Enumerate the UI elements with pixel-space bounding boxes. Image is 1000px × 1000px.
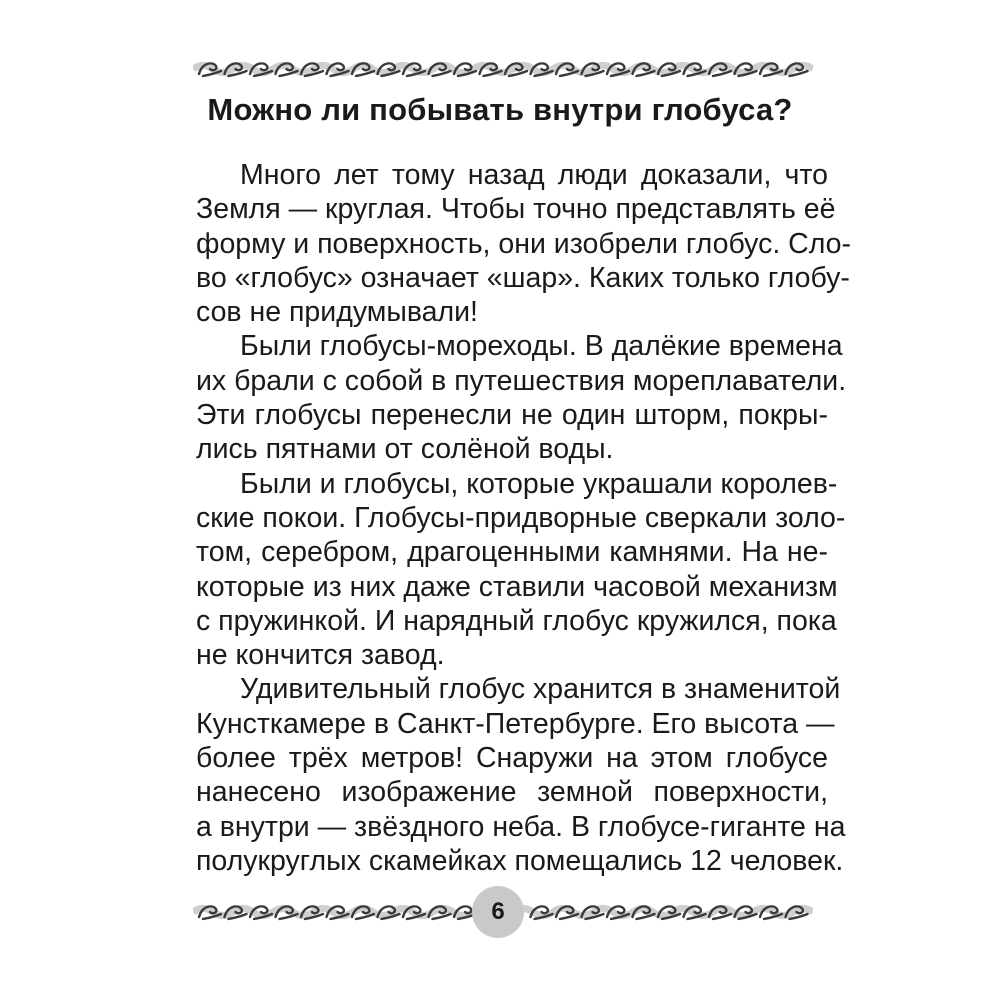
text-line: Кунсткамере в Санкт-Петербурге. Его высота — — [196, 707, 835, 740]
text-line: с пружинкой. И нарядный глобус кружился, пока — [196, 604, 837, 637]
top-wave-ornament — [193, 54, 813, 84]
text-line: лись пятнами от солёной воды. — [196, 433, 614, 466]
text-line: Эти глобусы перенесли не один шторм, покры- — [196, 399, 828, 432]
text-line: а внутри — звёздного неба. В глобусе-гиганте на — [196, 810, 846, 843]
page-number-badge: 6 — [472, 886, 524, 938]
text-line: нанесено изображение земной поверхности, — [196, 776, 828, 809]
text-line: форму и поверхность, они изобрели глобус. Сло- — [196, 227, 852, 260]
text-line: Удивительный глобус хранится в знаменитой — [240, 673, 841, 706]
text-line: сов не придумывали! — [196, 296, 478, 329]
text-line: во «глобус» означает «шар». Каких только глобу- — [196, 261, 850, 294]
text-line: ские покои. Глобусы-придворные сверкали золо- — [196, 501, 846, 534]
text-line: которые из них даже ставили часовой механизм — [196, 570, 838, 603]
text-line: том, серебром, драгоценными камнями. На не- — [196, 536, 828, 569]
wave-ornament-icon — [193, 54, 813, 84]
text-line: более трёх метров! Снаружи на этом глобусе — [196, 742, 828, 775]
article-body — [196, 158, 852, 878]
page-title: Можно ли побывать внутри глобуса? — [207, 92, 793, 127]
text-line: Много лет тому назад люди доказали, что — [240, 159, 828, 191]
text-line: полукруглых скамейках помещались 12 человек. — [196, 844, 844, 877]
text-line: их брали с собой в путешествия мореплаватели. — [196, 364, 847, 397]
text-line: Были и глобусы, которые украшали королев- — [240, 467, 838, 500]
text-line: не кончится завод. — [196, 639, 445, 672]
text-line: Земля — круглая. Чтобы точно представлять её — [196, 193, 836, 226]
text-line: Были глобусы-мореходы. В далёкие времена — [240, 330, 843, 363]
